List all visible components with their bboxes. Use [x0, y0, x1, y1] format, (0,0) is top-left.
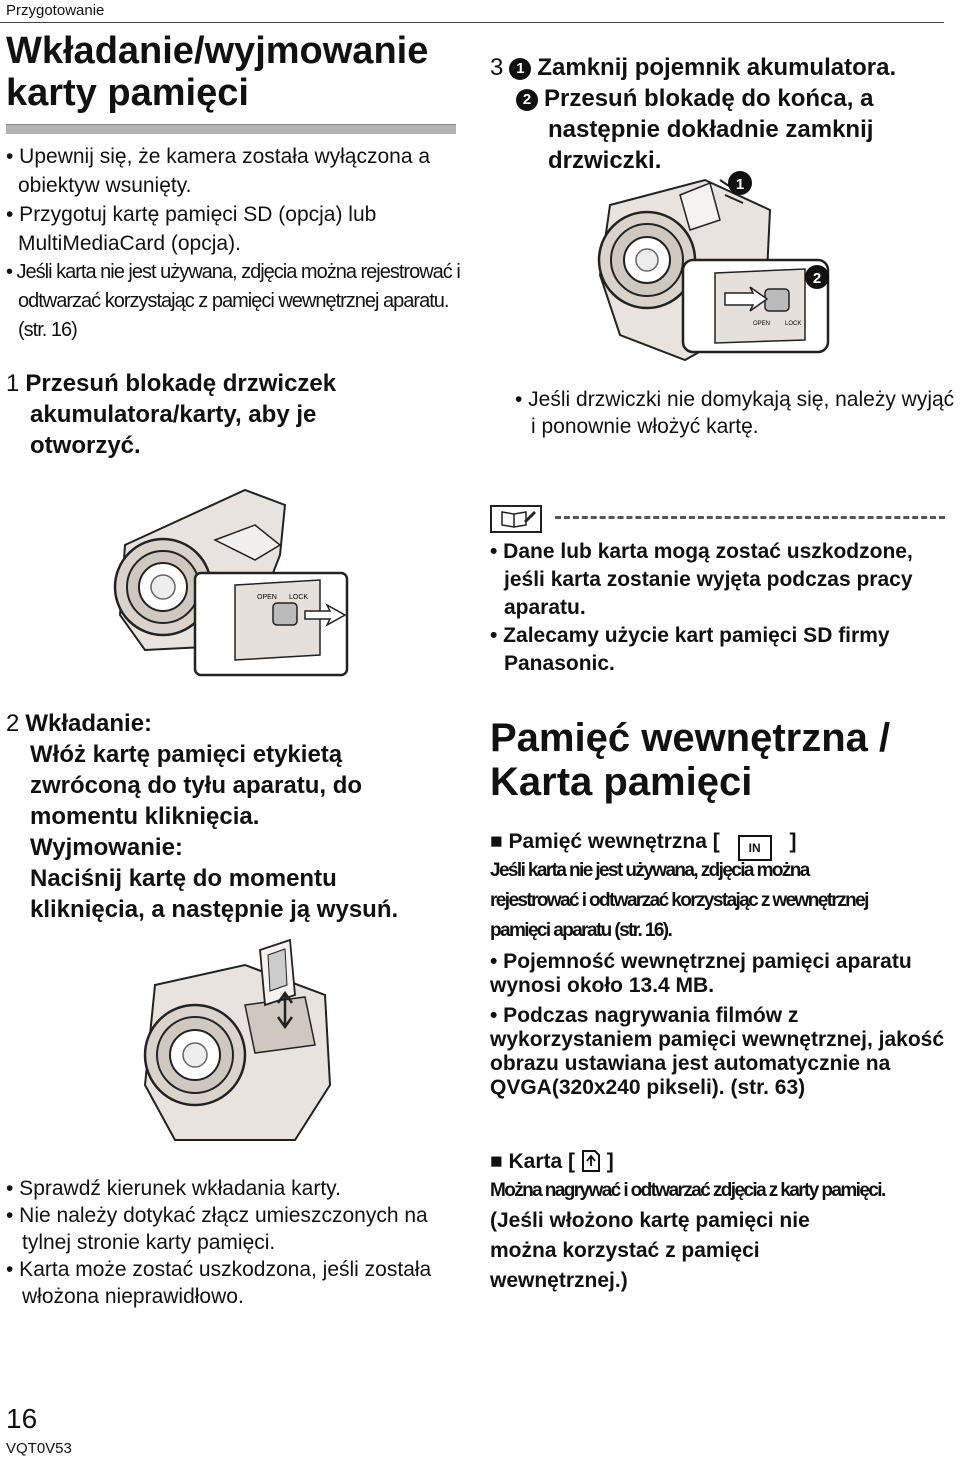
intro-bullets — [6, 142, 461, 345]
section-label: Przygotowanie — [6, 2, 105, 19]
door-close-note: • Jeśli drzwiczki nie domykają się, należy wyjąć i ponownie włożyć kartę. — [515, 388, 955, 438]
list-item: • Karta może zostać uszkodzona, jeśli została włożona nieprawidłowo. — [6, 1258, 432, 1308]
list-item: • Nie należy dotykać złącz umieszczonych na tylnej stronie karty pamięci. — [6, 1204, 428, 1254]
camera-insert-card-illustration — [135, 935, 350, 1150]
internal-memory-icon: IN — [738, 835, 772, 861]
internal-memory-bullets — [490, 950, 955, 1100]
svg-text:1: 1 — [735, 176, 745, 193]
step-1: 1 Przesuń blokadę drzwiczek akumulatora/karty, aby je otworzyć. — [6, 370, 337, 459]
lock-label: LOCK — [289, 594, 309, 601]
card-text: Można nagrywać i odtwarzać zdjęcia z karty pamięci. — [490, 1180, 885, 1201]
memory-section-title: Pamięć wewnętrzna / Karta pamięci — [490, 716, 891, 804]
step-marker-1: 1 — [509, 58, 531, 80]
note-dashed-rule — [555, 516, 945, 519]
list-item: • Sprawdź kierunek wkładania karty. — [6, 1177, 341, 1200]
list-item: • Upewnij się, że kamera została wyłączona a obiektyw wsunięty. — [6, 145, 431, 197]
note-book-icon — [490, 505, 542, 533]
memory-card-icon — [581, 1150, 601, 1172]
camera-close-door-illustration — [595, 165, 840, 365]
step-marker-2: 2 — [516, 89, 538, 111]
header-rule — [0, 22, 944, 23]
title-underline-bar — [6, 124, 456, 134]
open-label: OPEN — [257, 594, 277, 601]
svg-text:2: 2 — [812, 270, 822, 287]
step-3: 3 1 Zamknij pojemnik akumulatora. 2 Przesuń blokadę do końca, a następnie dokładnie zamknij drzwiczki. — [490, 54, 897, 174]
step-2: 2 Wkładanie: Włóż kartę pamięci etykietą zwróconą do tyłu aparatu, do momentu kliknięcia. Wyjmowanie: Naciśnij kartę do momentu kliknięcia, a następnie ją wysuń. — [6, 710, 399, 923]
svg-text:OPEN: OPEN — [753, 321, 771, 327]
page-number: 16 — [6, 1403, 38, 1434]
list-item: • Zalecamy użycie kart pamięci SD firmy Panasonic. — [490, 624, 890, 675]
list-item: • Podczas nagrywania filmów z wykorzystaniem pamięci wewnętrznej, jakość obrazu ustawiana jest automatycznie na QVGA(320x240 pikseli). (str. 63) — [490, 1004, 945, 1099]
page-title: Wkładanie/wyjmowanie karty pamięci — [6, 30, 429, 114]
internal-memory-heading: ■ Pamięć wewnętrzna [ IN ] — [490, 830, 955, 861]
document-code: VQT0V53 — [6, 1440, 72, 1457]
card-paragraph: (Jeśli włożono kartę pamięci nie można korzystać z pamięci wewnętrznej.) — [490, 1209, 810, 1292]
list-item: • Przygotuj kartę pamięci SD (opcja) lub MultiMediaCard (opcja). — [6, 203, 377, 255]
list-item: • Dane lub karta mogą zostać uszkodzone, jeśli karta zostanie wyjęta podczas pracy aparatu. — [490, 540, 913, 619]
card-handling-bullets — [6, 1175, 466, 1310]
list-item: • Jeśli karta nie jest używana, zdjęcia można rejestrować i odtwarzać korzystając z pamięci wewnętrznej aparatu. (str. 16) — [6, 261, 460, 341]
notes-list — [490, 538, 955, 678]
svg-text:LOCK: LOCK — [785, 321, 802, 327]
card-heading: ■ Karta [ ] — [490, 1150, 614, 1173]
internal-memory-text: Jeśli karta nie jest używana, zdjęcia można rejestrować i odtwarzać korzystając z wewnętrznej pamięci aparatu (str. 16). — [490, 860, 868, 941]
list-item: • Pojemność wewnętrznej pamięci aparatu wynosi około 13.4 MB. — [490, 950, 912, 997]
camera-open-door-illustration — [105, 485, 360, 680]
